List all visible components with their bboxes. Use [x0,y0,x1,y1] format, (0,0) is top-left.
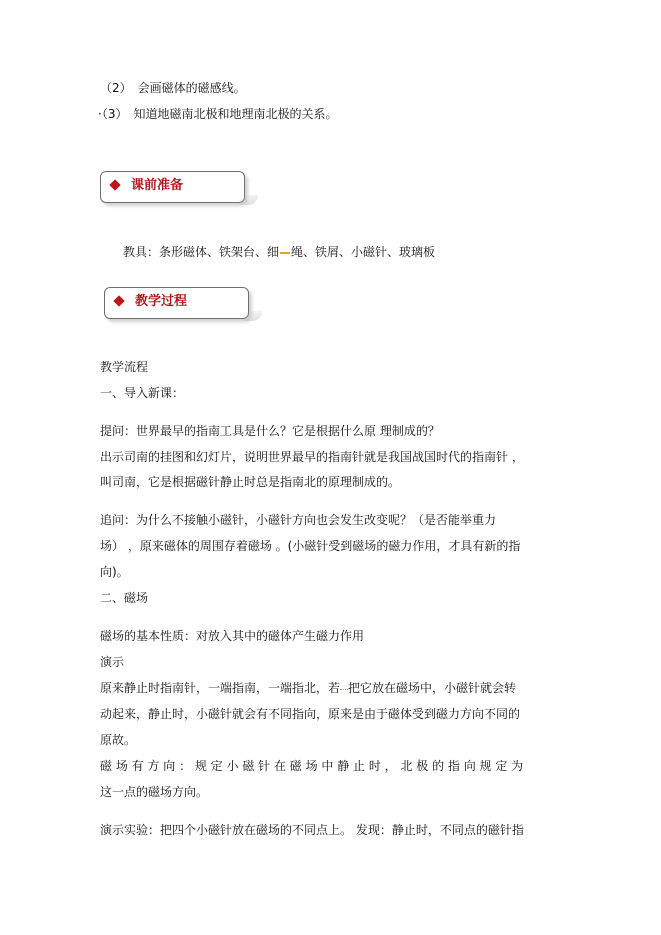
question-2-line-3: 向)。 [100,565,129,579]
paragraph-1-line-2: 叫司南，它是根据磁针静止时总是指南北的原理制成的。 [100,475,401,489]
paragraph-2-line-3: 原故。 [100,733,137,747]
objective-2 [100,80,246,96]
demo-label: 演示 [100,655,125,669]
flow-title: 教学流程 [100,360,149,374]
heading-shadow-tail [240,195,258,205]
paragraph-2-line-2: 动起来，静止时，小磁针就会有不同指向，原来是由于磁体受到磁力方向不同的 [100,707,521,721]
part1-title: 一、导入新课： [100,386,185,400]
preparation-tools-text: 教具：条形磁体、铁架台、细 [123,245,280,259]
paragraph-2-line-1a: 原来静止时指南针，一端指南，一端指北，若 [100,681,341,695]
question-2-line-2: 场） ，原来磁体的周围存着磁场 。(小磁针受到磁场的磁力作用，才具有新的指 [100,539,521,553]
paragraph-1-line-1: 出示司南的挂图和幻灯片，说明世界最早的指南针就是我国战国时代的指南针 ， [100,450,524,464]
field-direction-line-2: 这一点的磁场方向。 [100,785,209,799]
diamond-bullet-icon [113,295,124,306]
preparation-heading: 课前准备 [131,178,184,193]
objective-2-number: （2） [100,81,132,95]
heading-shadow-tail [244,311,262,321]
objective-3-number: ·（3） [98,107,128,121]
process-heading-box [104,287,249,319]
paragraph-2-line-1b: 把它放在磁场中，小磁针就会转 [348,681,517,695]
objective-3 [98,106,337,122]
magnetic-field-property: 磁场的基本性质：对放入其中的磁体产生磁力作用 [100,629,365,643]
objective-2-text: 会画磁体的磁感线。 [137,81,246,95]
question-1: 提问：世界最早的指南工具是什么？它是根据什么原 理制成的？ [100,424,440,438]
objective-3-text: 知道地磁南北极和地理南北极的关系。 [133,107,338,121]
process-heading: 教学过程 [135,294,188,309]
paragraph-2-line-1 [100,680,516,696]
highlight-mark [340,685,348,690]
preparation-heading-box [100,171,245,203]
preparation-tools [123,244,435,260]
highlight-mark [280,246,290,254]
preparation-tools-rest: 绳、铁屑、小磁针、玻璃板 [291,245,436,259]
experiment-line-1: 演示实验：把四个小磁针放在磁场的不同点上。 发现：静止时，不同点的磁针指 [100,823,524,837]
part2-title: 二、磁场 [100,591,149,605]
diamond-bullet-icon [109,179,120,190]
field-direction-line-1: 磁 场 有 方 向 ： 规 定 小 磁 针 在 磁 场 中 静 止 时 ， 北 极 的 指 向 规 定 为 [100,759,524,773]
question-2-line-1: 追问：为什么不接触小磁针，小磁针方向也会发生改变呢？（是否能举重力 [100,513,497,527]
